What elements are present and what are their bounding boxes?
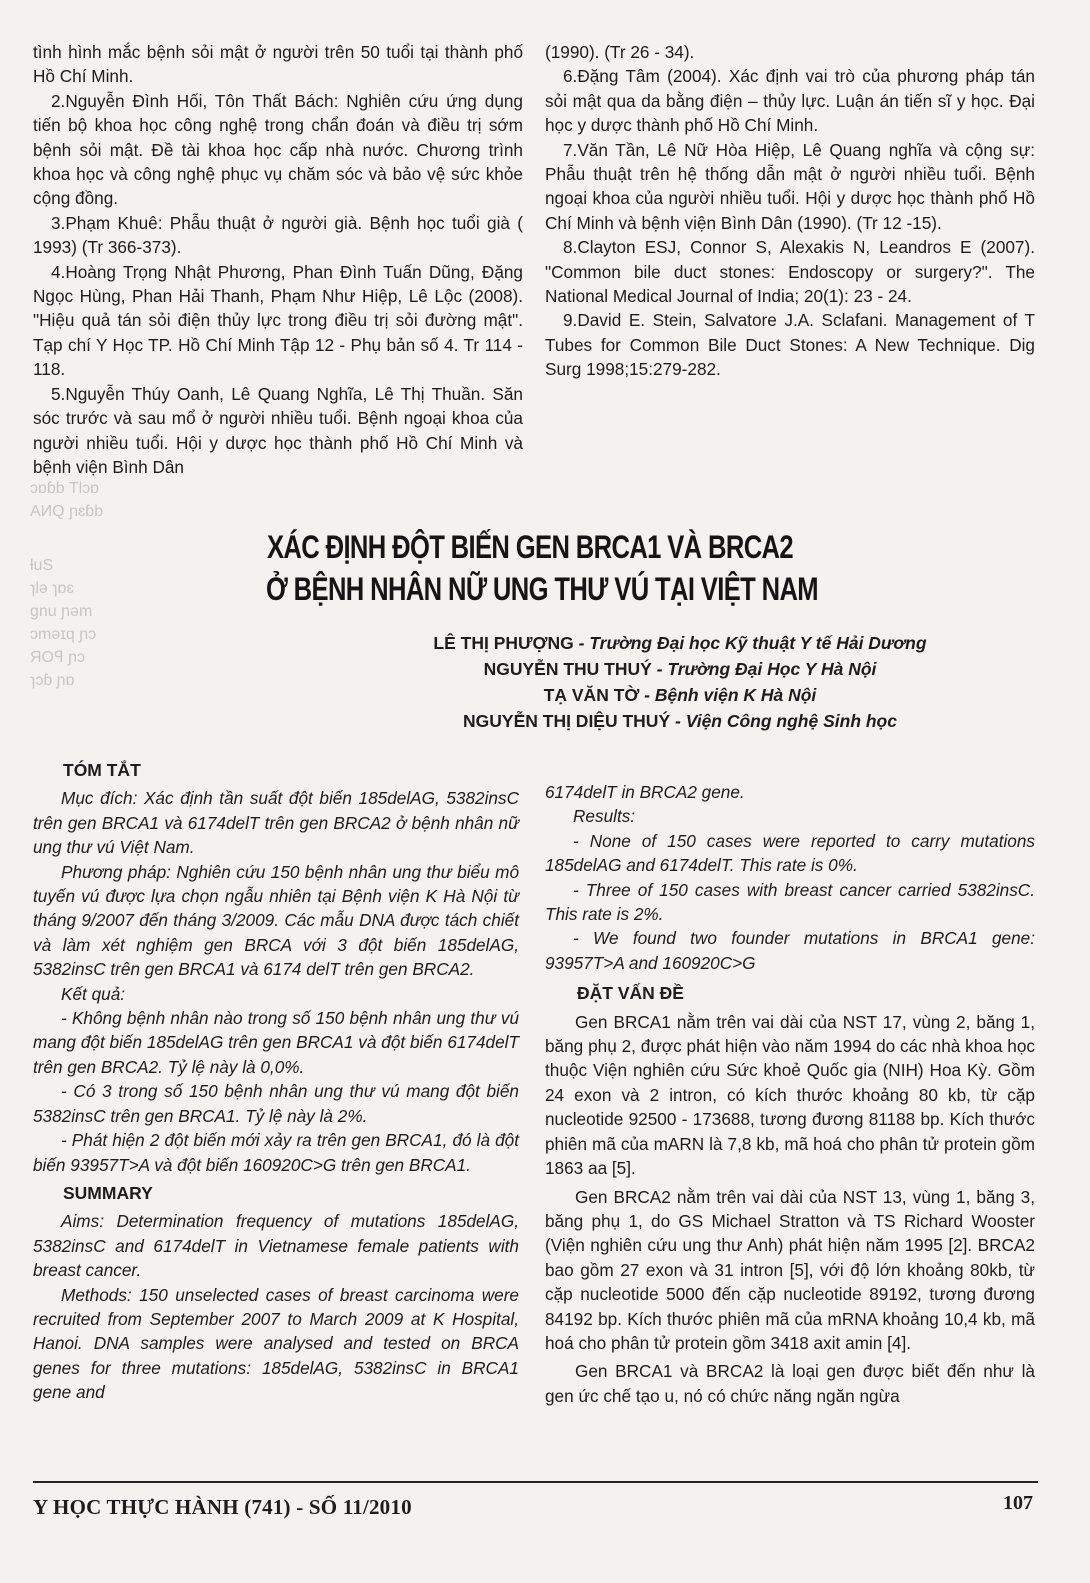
reference-item: 6.Đặng Tâm (2004). Xác định vai trò của phương pháp tán sỏi mật qua da bằng điện – thủy lực. Luận án tiến sĩ y học. Đại học y dược thành phố Hồ Chí Minh. xyxy=(545,66,1035,136)
summary-paragraph: Methods: 150 unselected cases of breast carcinoma were recruited from September 2007 to March 2009 at K Hospital, Hanoi. DNA samples were analysed and tested on BRCA genes for three mutations: 185delAG, 5382insC in BRCA1 gene and xyxy=(33,1284,519,1403)
article-title xyxy=(200,526,860,610)
summary-paragraph: - Three of 150 cases with breast cancer carried 5382insC. This rate is 2%. xyxy=(545,879,1035,925)
abstract-paragraph: - Có 3 trong số 150 bệnh nhân ung thư vú mang đột biến 5382insC trên gen BRCA1. Tỷ lệ này là 2%. xyxy=(33,1081,519,1126)
reference-item: 8.Clayton ESJ, Connor S, Alexakis N, Leandros E (2007). "Common bile duct stones: Endoscopy or surgery?". The National Medical Journal of India; 20(1): 23 - 24. xyxy=(545,237,1035,307)
intro-heading: ĐẶT VẤN ĐỀ xyxy=(577,983,684,1004)
author-separator: - xyxy=(639,685,655,705)
author-name: NGUYỄN THU THUÝ xyxy=(483,659,652,679)
author-separator: - xyxy=(670,711,686,731)
summary-paragraph: - None of 150 cases were reported to carry mutations 185delAG and 6174delT. This rate is 0%. xyxy=(545,830,1035,876)
author-affiliation: Trường Đại học Kỹ thuật Y tế Hải Dương xyxy=(589,633,927,653)
bleed-line: ɔmǝɪq ɲɔ xyxy=(30,626,97,643)
bleed-through-text xyxy=(30,478,180,693)
abstract-left-column xyxy=(33,758,519,1405)
bleed-line: ɿɔɓ ɲɒ xyxy=(30,672,75,689)
reference-item: 3.Phạm Khuê: Phẫu thuật ở người già. Bệnh học tuổi già ( 1993) (Tr 366-373). xyxy=(33,212,523,258)
author-entry xyxy=(330,682,1030,708)
author-affiliation: Viện Công nghệ Sinh học xyxy=(685,711,897,731)
reference-item: (1990). (Tr 26 - 34). xyxy=(545,42,695,62)
summary-paragraph: 6174delT in BRCA2 gene. xyxy=(545,782,745,802)
article-title-line-2: Ở BỆNH NHÂN NỮ UNG THƯ VÚ TẠI VIỆT NAM xyxy=(266,571,818,607)
abstract-en-heading: SUMMARY xyxy=(63,1182,153,1203)
journal-footer: Y HỌC THỰC HÀNH (741) - SỐ 11/2010 xyxy=(33,1495,412,1519)
reference-item: tình hình mắc bệnh sỏi mật ở người trên 50 tuổi tại thành phố Hồ Chí Minh. xyxy=(33,42,523,87)
reference-item: 5.Nguyễn Thúy Oanh, Lê Quang Nghĩa, Lê Thị Thuần. Săn sóc trước và sau mổ ở người nhiều tuổi. Bệnh ngoại khoa của người nhiều tuổi. Hội y dược học thành phố Hồ Chí Minh và bệnh viện Bình Dân xyxy=(33,383,523,477)
footer-rule xyxy=(33,1481,1038,1483)
reference-item: 2.Nguyễn Đình Hối, Tôn Thất Bách: Nghiên cứu ứng dụng tiến bộ khoa học công nghệ trong chẩn đoán và điều trị sớm bệnh sỏi mật. Đề tài khoa học cấp nhà nước. Chương trình khoa học và công nghệ phục vụ chăm sóc và bảo vệ sức khỏe cộng đồng. xyxy=(33,90,523,209)
intro-paragraph: Gen BRCA1 nằm trên vai dài của NST 17, vùng 2, băng 1, băng phụ 2, được phát hiện vào năm 1994 do các nhà khoa học thuộc Viện nghiên cứu Sức khoẻ Quốc gia (NIH) Hoa Kỳ. Gồm 24 exon và 2 intron, có kích thước khoảng 80 kb, từ cặp nucleotide 92500 - 173688, tương đương 81188 bp. Kích thước phiên mã của mARN là 7,8 kb, mã hoá cho phân tử protein gồm 1863 aa [5]. xyxy=(545,1011,1035,1179)
bleed-line: ɔɒɓb Tlɔɒ xyxy=(30,480,100,497)
bleed-line: ɿlǝ ɿɒɛ xyxy=(30,580,74,597)
intro-paragraph: Gen BRCA1 và BRCA2 là loại gen được biết đến như là gen ức chế tạo u, nó có chức năng ngăn ngừa xyxy=(545,1361,1035,1406)
author-name: LÊ THỊ PHƯỢNG xyxy=(433,633,574,653)
page-number: 107 xyxy=(1003,1492,1033,1514)
reference-item: 4.Hoàng Trọng Nhật Phương, Phan Đình Tuấn Dũng, Đặng Ngọc Hùng, Phan Hải Thanh, Phạm Như Hiệp, Lê Lộc (2008). "Hiệu quả tán sỏi điện thủy lực trong điều trị sỏi đường mật". Tạp chí Y Học TP. Hồ Chí Minh Tập 12 - Phụ bản số 4. Tr 114 - 118. xyxy=(33,261,523,380)
abstract-paragraph: - Phát hiện 2 đột biến mới xảy ra trên gen BRCA1, đó là đột biến 93957T>A và đột biến 160920C>G trên gen BRCA1. xyxy=(33,1130,519,1175)
author-separator: - xyxy=(573,633,590,653)
bleed-line: ƚuS xyxy=(30,557,54,574)
reference-item: 7.Văn Tần, Lê Nữ Hòa Hiệp, Lê Quang nghĩa và cộng sự: Phẫu thuật trên hệ thống dẫn mật ở người nhiều tuổi. Bệnh ngoại khoa của người nhiều tuổi. Hội y dược học thành phố Hồ Chí Minh và bệnh viện Bình Dân (1990). (Tr 12 -15). xyxy=(545,139,1035,233)
author-entry xyxy=(330,708,1030,734)
abstract-paragraph: - Không bệnh nhân nào trong số 150 bệnh nhân ung thư vú mang đột biến 185delAG trên gen BRCA1 và đột biến 6174delT trên gen BRCA2. Tỷ lệ này là 0,0%. xyxy=(33,1008,519,1077)
reference-item: 9.David E. Stein, Salvatore J.A. Sclafani. Management of T Tubes for Common Bile Duct Stones: A New Technique. Dig Surg 1998;15:279-282. xyxy=(545,310,1035,380)
author-name: TẠ VĂN TỜ xyxy=(543,685,640,705)
author-separator: - xyxy=(651,659,668,679)
author-affiliation: Trường Đại Học Y Hà Nội xyxy=(667,659,877,679)
author-name: NGUYỄN THỊ DIỆU THUÝ xyxy=(463,711,671,731)
references-left-column xyxy=(33,40,523,479)
bleed-line: ЯOꟼ ɲɔ xyxy=(30,649,85,666)
article-title-line-1: XÁC ĐỊNH ĐỘT BIẾN GEN BRCA1 VÀ BRCA2 xyxy=(267,529,793,565)
abstract-paragraph: Mục đích: Xác định tần suất đột biến 185delAG, 5382insC trên gen BRCA1 và 6174delT trên gen BRCA2 ở bệnh nhân nữ ung thư vú Việt Nam. xyxy=(33,788,519,858)
summary-paragraph: - We found two founder mutations in BRCA1 gene: 93957T>A and 160920C>G xyxy=(545,928,1035,973)
intro-paragraph: Gen BRCA2 nằm trên vai dài của NST 13, vùng 1, băng 3, băng phụ 1, do GS Michael Stratton và TS Richard Wooster (Viện nghiên cứu ung thư Anh) phát hiện năm 1995 [2]. BRCA2 bao gồm 27 exon và 31 intron [5], với độ lớn khoảng 80kb, từ cặp nucleotide 5000 đến cặp nucleotide 89192, tương đương 84192 bp. Kích thước phiên mã của mRNA khoảng 10,4 kb, mã hoá cho phân tử protein gồm 3418 axit amin [4]. xyxy=(545,1186,1035,1353)
author-entry xyxy=(330,630,1030,656)
author-list xyxy=(330,630,1030,734)
abstract-paragraph: Phương pháp: Nghiên cứu 150 bệnh nhân ung thư biểu mô tuyến vú được lựa chọn ngẫu nhiên tại Bệnh viện K Hà Nội từ tháng 9/2007 đến tháng 3/2009. Các mẫu DNA được tách chiết và làm xét nghiệm gen BRCA với 3 đột biến 185delAG, 5382insC trên gen BRCA1 và 6174 delT trên gen BRCA2. xyxy=(33,861,519,980)
abstract-paragraph: Kết quả: xyxy=(61,983,126,1004)
bleed-line: gnu ɲǝm xyxy=(30,603,93,620)
author-affiliation: Bệnh viện K Hà Nội xyxy=(654,685,817,705)
references-right-column xyxy=(545,40,1035,382)
summary-paragraph: Results: xyxy=(573,806,636,827)
bleed-line: AИQ ɲɛɓb xyxy=(30,503,104,520)
summary-paragraph: Aims: Determination frequency of mutations 185delAG, 5382insC and 6174delT in Vietnamese female patients with breast cancer. xyxy=(33,1211,519,1281)
abstract-right-column xyxy=(545,780,1035,1408)
abstract-vi-heading: TÓM TẮT xyxy=(63,760,141,780)
author-entry xyxy=(330,656,1030,682)
